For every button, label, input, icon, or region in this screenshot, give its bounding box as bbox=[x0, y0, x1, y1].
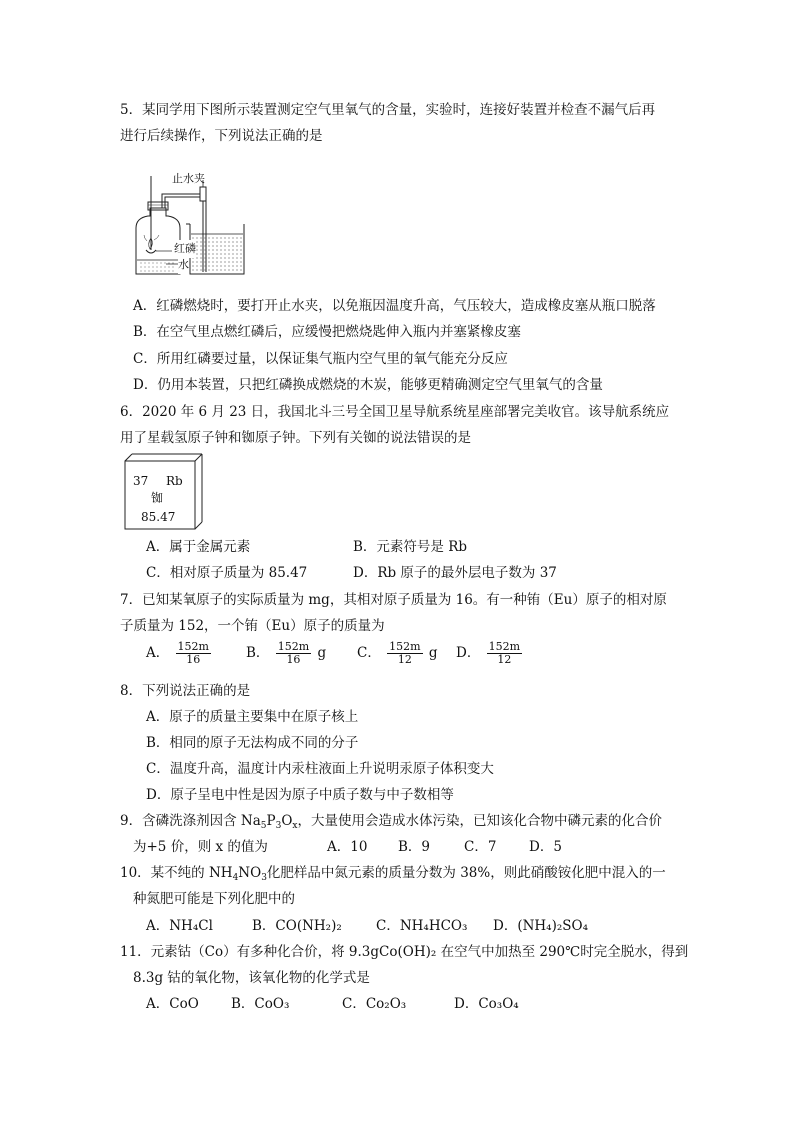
q7-option-d[interactable] bbox=[456, 641, 524, 666]
q11-option-a[interactable]: A．CoO bbox=[146, 996, 199, 1012]
q10-option-d[interactable]: D．(NH₄)₂SO₄ bbox=[493, 918, 588, 934]
q6-option-b[interactable]: B．元素符号是 Rb bbox=[353, 539, 468, 555]
phosphorus-label: 红磷 bbox=[174, 240, 196, 258]
q7-option-c[interactable]: C． $\frac{152m}{12}$ g bbox=[357, 640, 438, 666]
element-number: 37 bbox=[133, 474, 149, 488]
q5-option-c[interactable]: C．所用红磷要过量，以保证集气瓶内空气里的氧气能充分反应 bbox=[133, 351, 508, 367]
q9-option-b[interactable]: B．9 bbox=[398, 839, 431, 855]
q7-stem-line1: 7．已知某氧原子的实际质量为 mg，其相对原子质量为 16。有一种铕（Eu）原子的相对原 bbox=[120, 592, 667, 608]
periodic-element-box bbox=[124, 453, 202, 529]
q8-option-c[interactable]: C．温度升高，温度计内汞柱液面上升说明汞原子体积变大 bbox=[146, 761, 494, 777]
q6-option-c[interactable]: C．相对原子质量为 85.47 bbox=[146, 565, 308, 581]
q7-d-fraction: $\frac{152m}{12}$ bbox=[488, 640, 521, 666]
q7-b-fraction: $\frac{152m}{16}$ bbox=[277, 640, 310, 666]
q5-option-d[interactable]: D．仍用本装置，只把红磷换成燃烧的木炭，能够更精确测定空气里氧气的含量 bbox=[133, 377, 603, 393]
q8-option-b[interactable]: B．相同的原子无法构成不同的分子 bbox=[146, 735, 359, 751]
q8-stem: 8．下列说法正确的是 bbox=[120, 683, 251, 699]
q8-option-a[interactable]: A．原子的质量主要集中在原子核上 bbox=[146, 709, 359, 725]
q7-a-fraction: $\frac{152m}{16}$ bbox=[177, 640, 209, 666]
element-name: 铷 bbox=[151, 491, 164, 505]
q10-option-b[interactable]: B．CO(NH₂)₂ bbox=[252, 918, 342, 934]
q10-stem-line1: 10．某不纯的 $NH_4NO_3$化肥样品中氮元素的质量分数为 38%，则此硝酸铵化肥中混入的一 bbox=[120, 865, 666, 883]
element-symbol: Rb bbox=[166, 474, 183, 488]
q7-stem-line2: 子质量为 152，一个铕（Eu）原子的质量为 bbox=[120, 618, 385, 634]
q11-stem-line1: 11．元素钴（Co）有多种化合价，将 9.3gCo(OH)₂ 在空气中加热至 290℃时完全脱水，得到 bbox=[120, 944, 689, 960]
q11-option-c[interactable]: C．Co₂O₃ bbox=[342, 996, 407, 1012]
q9-stem-line1: 9．含磷洗涤剂因含 $Na_5P_3O_x$，大量使用会造成水体污染，已知该化合物中磷元素的化合价 bbox=[120, 813, 662, 831]
q5-option-b[interactable]: B．在空气里点燃红磷后，应缓慢把燃烧匙伸入瓶内并塞紧橡皮塞 bbox=[133, 324, 521, 340]
q7-c-fraction: $\frac{152m}{12}$ bbox=[389, 640, 421, 666]
q7-c-letter: C． bbox=[357, 645, 381, 661]
q8-option-d[interactable]: D．原子呈电中性是因为原子中质子数与中子数相等 bbox=[146, 787, 454, 803]
q9-option-c[interactable]: C．7 bbox=[464, 839, 497, 855]
q6-option-a[interactable]: A．属于金属元素 bbox=[146, 539, 251, 555]
q7-b-letter: B． bbox=[246, 645, 270, 661]
q5-stem-line2: 进行后续操作，下列说法正确的是 bbox=[120, 128, 323, 144]
q9-stem-line2: 为+5 价，则 x 的值为 bbox=[133, 839, 268, 855]
q10-option-a[interactable]: A．NH₄Cl bbox=[146, 918, 213, 934]
q6-option-d[interactable]: D．Rb 原子的最外层电子数为 37 bbox=[353, 565, 557, 581]
q10-option-c[interactable]: C．NH₄HCO₃ bbox=[376, 918, 468, 934]
q7-option-a[interactable] bbox=[146, 641, 213, 666]
q10-stem-line2: 种氮肥可能是下列化肥中的 bbox=[133, 891, 295, 907]
clamp-label: 止水夹 bbox=[172, 172, 205, 185]
q11-stem-line2: 8.3g 钴的氧化物，该氧化物的化学式是 bbox=[133, 970, 370, 986]
water-label: 水 bbox=[178, 256, 189, 274]
q7-d-letter: D． bbox=[456, 645, 481, 661]
q5-stem-line1: 5．某同学用下图所示装置测定空气里氧气的含量，实验时，连接好装置并检查不漏气后再 bbox=[120, 102, 656, 118]
q11-option-b[interactable]: B．CoO₃ bbox=[231, 996, 290, 1012]
q11-option-d[interactable]: D．Co₃O₄ bbox=[454, 996, 519, 1012]
q5-option-a[interactable]: A．红磷燃烧时，要打开止水夹，以免瓶因温度升高，气压较大，造成橡皮塞从瓶口脱落 bbox=[133, 298, 656, 314]
q7-a-letter: A． bbox=[146, 645, 170, 661]
q9-option-a[interactable]: A．10 bbox=[327, 839, 368, 855]
q6-stem-line2: 用了星载氢原子钟和铷原子钟。下列有关铷的说法错误的是 bbox=[120, 430, 471, 446]
apparatus-diagram bbox=[128, 172, 258, 278]
q7-option-b[interactable]: B． $\frac{152m}{16}$ g bbox=[246, 640, 327, 666]
element-mass: 85.47 bbox=[141, 510, 176, 524]
q6-stem-line1: 6．2020 年 6 月 23 日，我国北斗三号全国卫星导航系统星座部署完美收官。该导航系统应 bbox=[120, 404, 670, 420]
q9-option-d[interactable]: D．5 bbox=[529, 839, 562, 855]
